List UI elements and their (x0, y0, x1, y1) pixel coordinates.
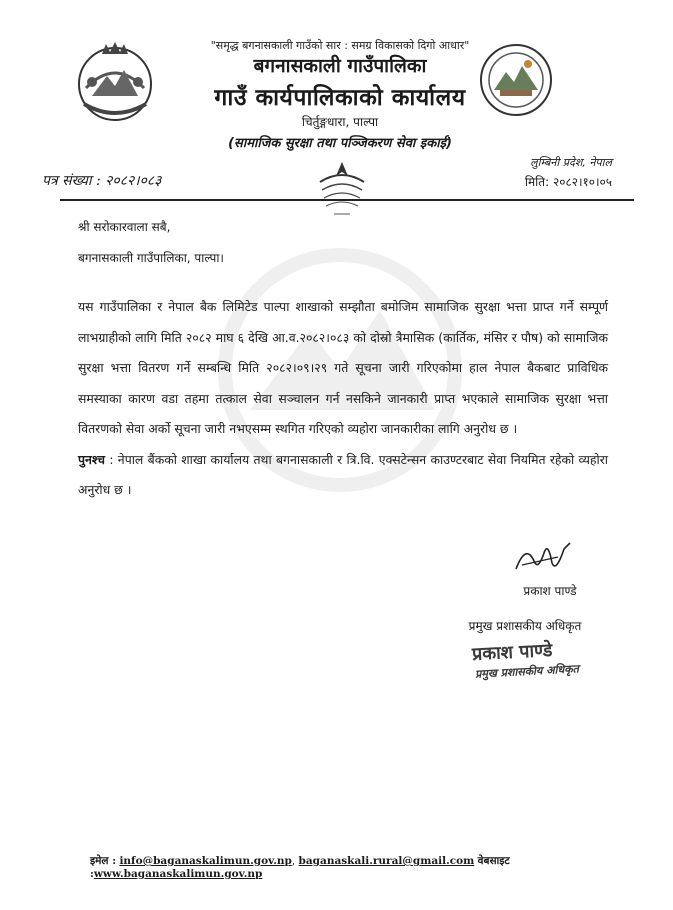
email-link-2[interactable]: baganaskali.rural@gmail.com (298, 855, 475, 867)
website-label: वेबसाइट : (90, 855, 510, 880)
email-link-1[interactable]: info@baganaskalimun.gov.np (119, 855, 292, 867)
name-stamp: प्रकाश पाण्डे (471, 639, 553, 666)
email-separator: , (291, 855, 299, 867)
footer-contact (90, 854, 610, 880)
recipient-line-1: श्री सरोकारवाला सबै, (78, 220, 171, 234)
reference-number: पत्र संख्या : २०८२।०८३ (42, 173, 162, 189)
signer-title: प्रमुख प्रशासकीय अधिकृत (468, 619, 582, 633)
office-seal-stamp (312, 158, 372, 220)
letter-date: मिति: २०८२।१०।०५ (524, 175, 612, 189)
unit-name: (सामाजिक सुरक्षा तथा पञ्जिकरण सेवा इकाई) (228, 136, 452, 151)
handwritten-signature (508, 535, 578, 580)
province: लुम्बिनी प्रदेश, नेपाल (530, 156, 612, 169)
header-divider (60, 199, 634, 201)
office-title: गाउँ कार्यपालिकाको कार्यालय (214, 85, 466, 111)
postscript-text: : नेपाल बैंकको शाखा कार्यालय तथा बगनासकाली र त्रि.वि. एक्सटेन्सन काउण्टरबाट सेवा नियमित रहेको व्यहोरा अनुरोध छ । (78, 451, 608, 497)
title-stamp: प्रमुख प्रशासकीय अधिकृत (474, 662, 580, 681)
header-tagline: "समृद्ध बगनासकाली गाउँको सार : समग्र विकासको दिगो आधार" (210, 39, 470, 52)
main-paragraph: यस गाउँपालिका र नेपाल बैक लिमिटेड पाल्पा शाखाको सम्झौता बमोजिम सामाजिक सुरक्षा भत्ता प्राप्त गर्ने सम्पूर्ण लाभग्राहीको लागि मिति २०८२ माघ ६ देखि आ.व.२०८२।०८३ को दोस्रो त्रैमासिक (कार्तिक, मंसिर र पौष) को सामाजिक सुरक्षा भत्ता वितरण गर्ने सम्बन्धि मिति २०८२।०९।२९ गते सूचना जारी गरिएकोमा हाल नेपाल बैकबाट प्राविधिक समस्याका कारण वडा तहमा तत्काल सेवा सञ्चालन गर्न नसकिने जानकारी प्राप्त भएकाले सामाजिक सुरक्षा भत्ता वितरणको सेवा अर्को सूचना जारी नभएसम्म स्थगित गरिएको व्यहोरा जानकारीका लागि अनुरोध छ । (78, 299, 608, 436)
website-link[interactable]: www.baganaskalimun.gov.np (93, 868, 263, 880)
signer-name: प्रकाश पाण्डे (523, 584, 577, 598)
municipality-name: बगनासकाली गाउँपालिका (253, 55, 427, 77)
recipient-line-2: बगनासकाली गाउँपालिका, पाल्पा। (78, 251, 224, 265)
letter-body (78, 292, 608, 506)
postscript-label: पुनश्च (78, 451, 106, 467)
email-label: इमेल : (90, 855, 117, 867)
office-address: चिर्तुङ्गधारा, पाल्पा (301, 115, 379, 129)
postscript (78, 445, 608, 506)
